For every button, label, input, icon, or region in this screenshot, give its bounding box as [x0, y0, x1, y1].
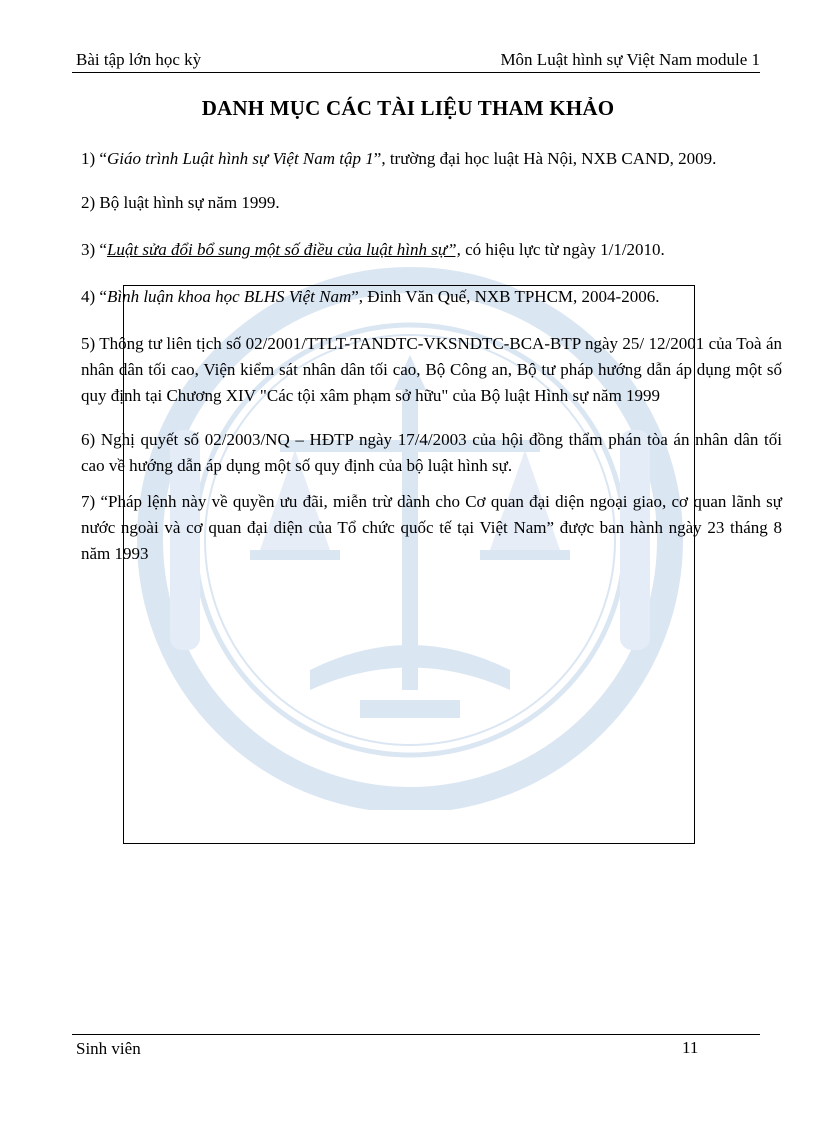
- reference-number: 6): [81, 430, 96, 449]
- open-quote: “: [99, 149, 107, 168]
- reference-details: có hiệu lực từ ngày 1/1/2010.: [460, 240, 665, 259]
- page-title: DANH MỤC CÁC TÀI LIỆU THAM KHẢO: [201, 96, 615, 120]
- header-course: Bài tập lớn học kỳ: [76, 50, 202, 69]
- reference-item: [81, 489, 782, 567]
- reference-details: ”, trường đại học luật Hà Nội, NXB CAND, 2009.: [373, 149, 717, 168]
- header-subject: Môn Luật hình sự Việt Nam module 1: [500, 50, 760, 69]
- reference-text: Bộ luật hình sự năm 1999.: [99, 193, 280, 212]
- reference-item: [81, 237, 782, 263]
- reference-number: 2): [81, 193, 96, 212]
- reference-details: ”, Đinh Văn Quế, NXB TPHCM, 2004-2006.: [351, 287, 660, 306]
- page-header: [72, 50, 760, 73]
- reference-item: [81, 190, 782, 216]
- reference-title: Giáo trình Luật hình sự Việt Nam tập 1: [106, 149, 374, 168]
- reference-title: Luật sửa đổi bổ sung một số điều của luật hình sự”,: [106, 240, 461, 259]
- reference-item: [81, 427, 782, 479]
- reference-title: Bình luận khoa học BLHS Việt Nam: [106, 287, 352, 306]
- reference-number: 5): [81, 334, 96, 353]
- page-footer: [72, 1034, 760, 1058]
- reference-item: [81, 284, 782, 310]
- reference-text: Nghị quyết số 02/2003/NQ – HĐTP ngày 17/4/2003 của hội đồng thẩm phán tòa án nhân dân tối cao về hướng dẫn áp dụng một số quy định của bộ luật hình sự.: [81, 430, 783, 475]
- reference-number: 4): [81, 287, 96, 306]
- open-quote: “: [99, 240, 107, 259]
- reference-list: [81, 146, 782, 567]
- reference-item: [81, 146, 782, 172]
- reference-number: 1): [81, 149, 96, 168]
- reference-text: “Pháp lệnh này về quyền ưu đãi, miễn trừ dành cho Cơ quan đại diện ngoại giao, cơ quan lãnh sự nước ngoài và cơ quan đại diện của Tổ chức quốc tế tại Việt Nam” được ban hành ngày 23 tháng 8 năm 1993: [81, 492, 782, 563]
- open-quote: “: [99, 287, 107, 306]
- reference-text: Thông tư liên tịch số 02/2001/TTLT-TANDTC-VKSNDTC-BCA-BTP ngày 25/ 12/2001 của Toà án nhân dân tối cao, Viện kiểm sát nhân dân tối cao, Bộ Công an, Bộ tư pháp hướng dẫn áp dụng một số quy định tại Chương XIV "Các tội xâm phạm sở hữu" của Bộ luật Hình sự năm 1999: [81, 334, 782, 405]
- reference-item: [81, 331, 782, 409]
- page-number: 11: [682, 1038, 699, 1057]
- reference-number: 7): [81, 492, 96, 511]
- footer-student-label: Sinh viên: [76, 1039, 141, 1058]
- reference-number: 3): [81, 240, 96, 259]
